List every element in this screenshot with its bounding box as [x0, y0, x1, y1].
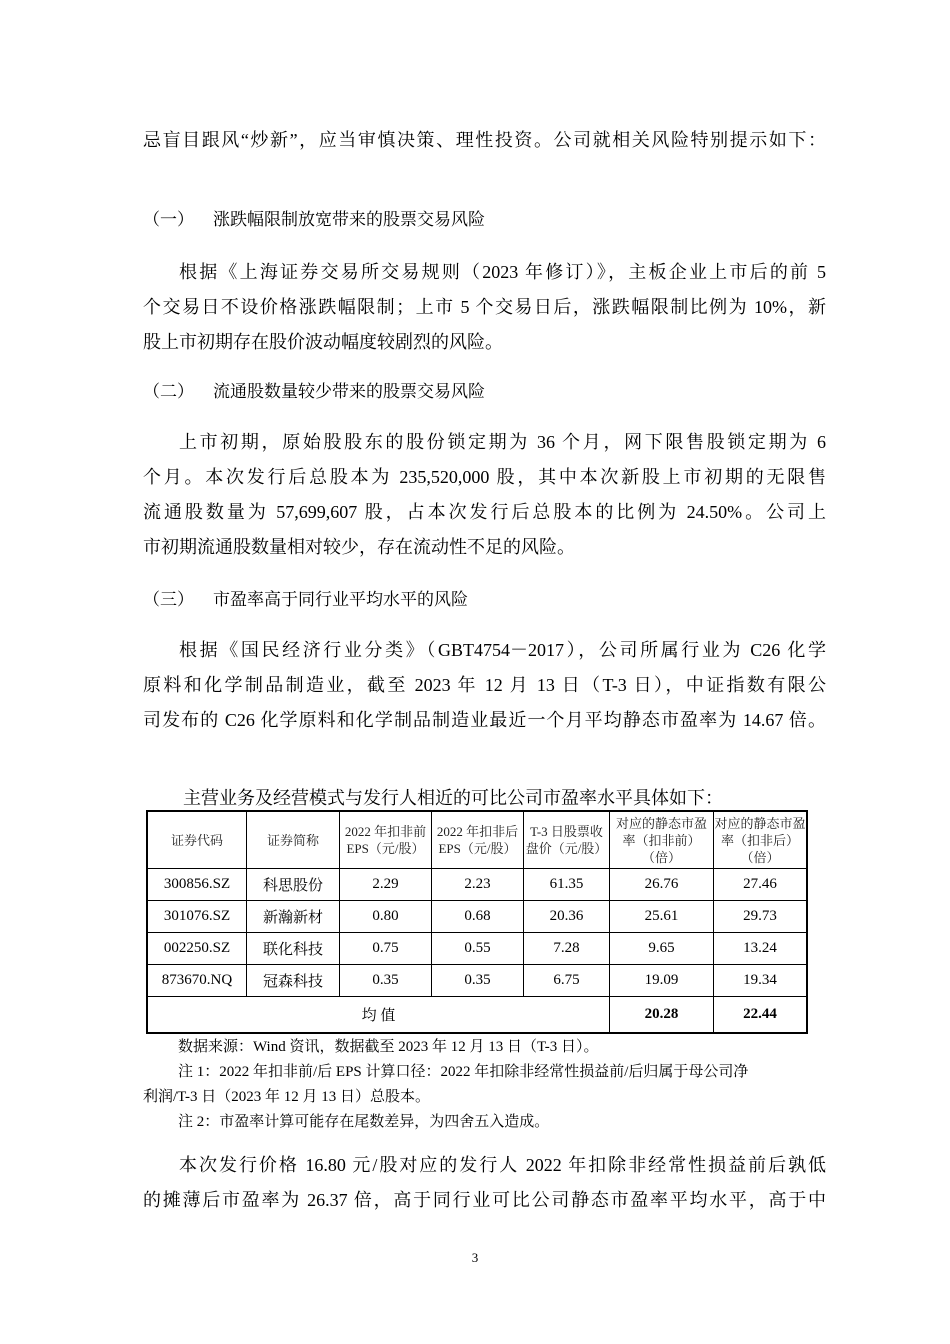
cell: 0.68	[432, 901, 524, 933]
table-row	[147, 901, 807, 933]
header-cell: 对应的静态市盈率（扣非后）（倍）	[714, 811, 808, 869]
cell: 6.75	[524, 965, 610, 997]
average-pe-pre: 20.28	[610, 997, 714, 1033]
paragraph-line: 流通股数量为 57,699,607 股，占本次发行后总股本的比例为 24.50%。公司上	[143, 502, 826, 522]
paragraph-line: 股上市初期存在股价波动幅度较剧烈的风险。	[143, 332, 503, 352]
header-cell: 2022 年扣非前 EPS（元/股）	[340, 811, 432, 869]
section-number: （二）	[143, 382, 194, 402]
table-caption: 主营业务及经营模式与发行人相近的可比公司市盈率水平具体如下：	[183, 788, 723, 808]
section-title: 涨跌幅限制放宽带来的股票交易风险	[213, 210, 485, 230]
paragraph-line: 根据《上海证券交易所交易规则（2023 年修订）》，主板企业上市后的前 5	[179, 262, 826, 282]
cell: 新瀚新材	[247, 901, 340, 933]
data-source-note: 数据来源：Wind 资讯，数据截至 2023 年 12 月 13 日（T-3 日）。	[178, 1039, 599, 1055]
cell: 19.34	[714, 965, 808, 997]
cell: 联化科技	[247, 933, 340, 965]
cell: 19.09	[610, 965, 714, 997]
header-cell: 证券简称	[247, 811, 340, 869]
average-row	[147, 997, 807, 1033]
header-cell: 2022 年扣非后 EPS（元/股）	[432, 811, 524, 869]
section-heading-1	[143, 208, 826, 232]
cell: 0.35	[432, 965, 524, 997]
cell: 301076.SZ	[147, 901, 247, 933]
note-1-continued: 利润/T-3 日（2023 年 12 月 13 日）总股本。	[143, 1089, 430, 1105]
section-title: 市盈率高于同行业平均水平的风险	[213, 590, 468, 610]
table-header-row	[147, 811, 807, 869]
section-title: 流通股数量较少带来的股票交易风险	[213, 382, 485, 402]
header-cell: T-3 日股票收盘价（元/股）	[524, 811, 610, 869]
cell: 科思股份	[247, 869, 340, 901]
cell: 0.35	[340, 965, 432, 997]
paragraph-line: 个交易日不设价格涨跌幅限制；上市 5 个交易日后，涨跌幅限制比例为 10%，新	[143, 297, 826, 317]
paragraph-line: 司发布的 C26 化学原料和化学制品制造业最近一个月平均静态市盈率为 14.67 倍。	[143, 710, 826, 730]
comparable-companies-table	[146, 810, 808, 1034]
section-number: （三）	[143, 590, 194, 610]
header-cell: 对应的静态市盈率（扣非前）（倍）	[610, 811, 714, 869]
cell: 0.80	[340, 901, 432, 933]
cell: 7.28	[524, 933, 610, 965]
cell: 002250.SZ	[147, 933, 247, 965]
page-number: 3	[471, 1250, 479, 1265]
note-1: 注 1：2022 年扣非前/后 EPS 计算口径：2022 年扣除非经常性损益前/后归属于母公司净	[178, 1064, 749, 1080]
cell: 27.46	[714, 869, 808, 901]
paragraph-line: 根据《国民经济行业分类》（GBT4754－2017），公司所属行业为 C26 化学	[179, 640, 826, 660]
cell: 25.61	[610, 901, 714, 933]
section-heading-3	[143, 588, 826, 612]
paragraph-line: 的摊薄后市盈率为 26.37 倍，高于同行业可比公司静态市盈率平均水平，高于中	[143, 1190, 826, 1210]
cell: 2.29	[340, 869, 432, 901]
paragraph-line: 本次发行价格 16.80 元/股对应的发行人 2022 年扣除非经常性损益前后孰低	[179, 1155, 826, 1175]
paragraph-line: 个月。本次发行后总股本为 235,520,000 股，其中本次新股上市初期的无限售	[143, 467, 826, 487]
table-row	[147, 965, 807, 997]
cell: 2.23	[432, 869, 524, 901]
cell: 13.24	[714, 933, 808, 965]
paragraph-line: 原料和化学制品制造业，截至 2023 年 12 月 13 日（T-3 日），中证指数有限公	[143, 675, 826, 695]
note-2: 注 2：市盈率计算可能存在尾数差异，为四舍五入造成。	[178, 1114, 550, 1130]
cell: 20.36	[524, 901, 610, 933]
average-label: 均 值	[147, 997, 610, 1033]
table-row	[147, 933, 807, 965]
cell: 873670.NQ	[147, 965, 247, 997]
cell: 300856.SZ	[147, 869, 247, 901]
table-row	[147, 869, 807, 901]
cell: 0.55	[432, 933, 524, 965]
paragraph-line: 市初期流通股数量相对较少，存在流动性不足的风险。	[143, 537, 575, 557]
average-pe-post: 22.44	[714, 997, 808, 1033]
paragraph-line: 上市初期，原始股股东的股份锁定期为 36 个月，网下限售股锁定期为 6	[179, 432, 826, 452]
cell: 9.65	[610, 933, 714, 965]
cell: 61.35	[524, 869, 610, 901]
section-number: （一）	[143, 210, 194, 230]
cell: 0.75	[340, 933, 432, 965]
section-heading-2	[143, 380, 826, 404]
header-cell: 证券代码	[147, 811, 247, 869]
intro-paragraph: 忌盲目跟风“炒新”，应当审慎决策、理性投资。公司就相关风险特别提示如下：	[143, 130, 826, 150]
cell: 26.76	[610, 869, 714, 901]
cell: 29.73	[714, 901, 808, 933]
cell: 冠森科技	[247, 965, 340, 997]
